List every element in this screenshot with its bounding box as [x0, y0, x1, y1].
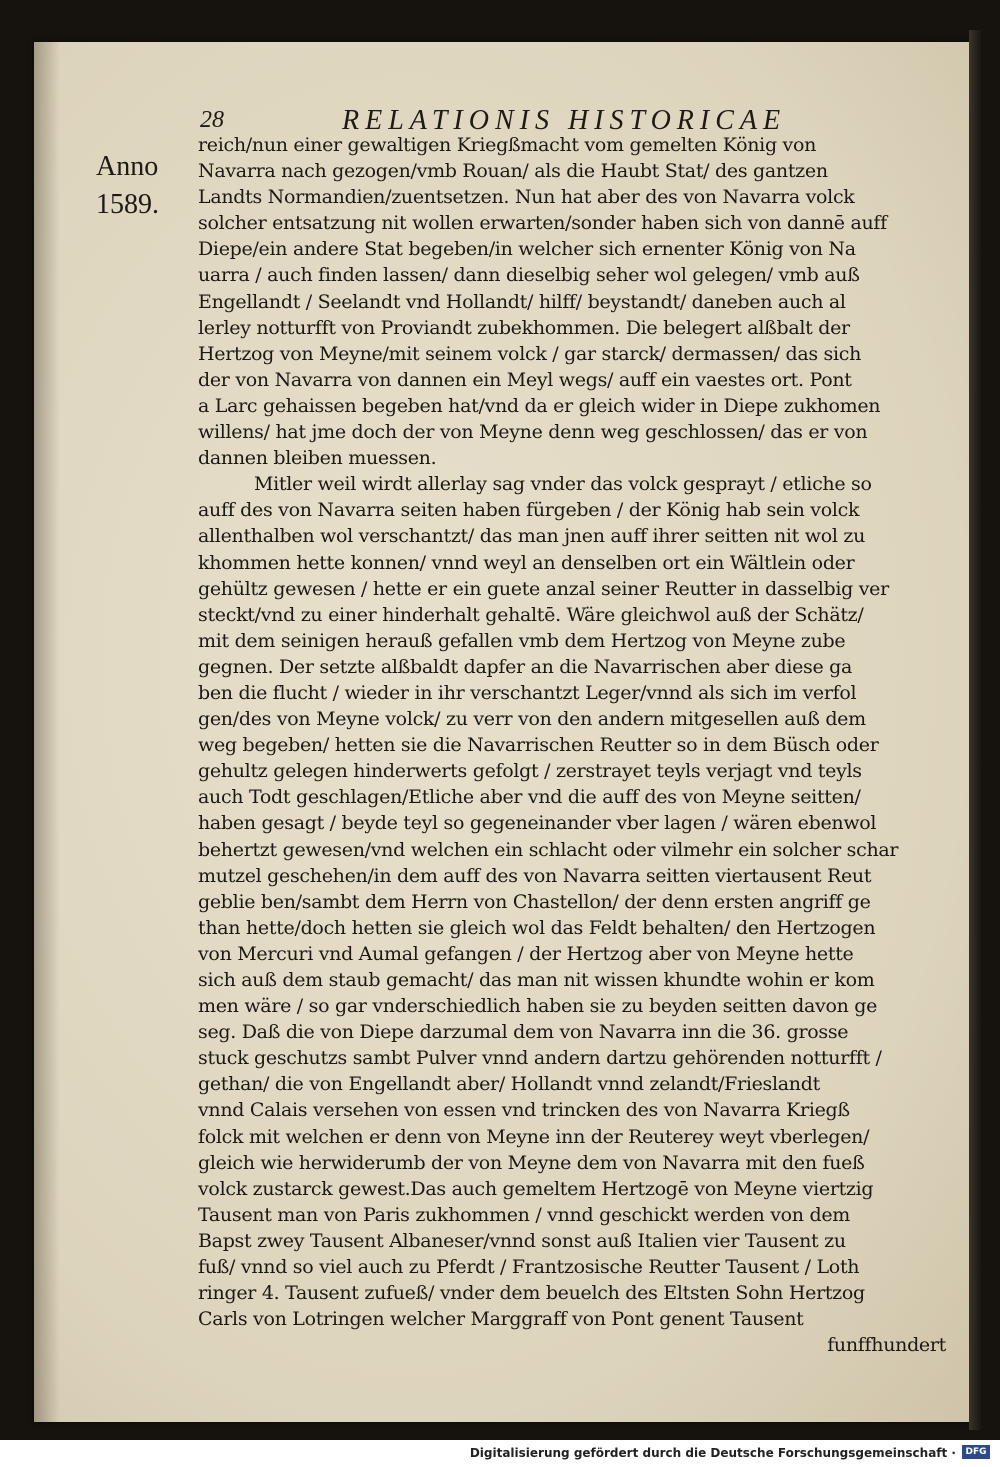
gutter-shadow	[34, 42, 60, 1422]
text-line: gehultz gelegen hinderwerts gefolgt / zerstrayet teyls verjagt vnd teyls	[198, 760, 862, 783]
text-line: behertzt gewesen/vnd welchen ein schlacht oder vilmehr ein solcher schar	[198, 838, 899, 861]
text-line: fuß/ vnnd so viel auch zu Pferdt / Frantzosische Reutter Tausent / Loth	[198, 1256, 860, 1279]
text-line: vnnd Calais versehen von essen vnd trincken des von Navarra Kriegß	[198, 1099, 850, 1122]
text-line: dannen bleiben muessen.	[198, 447, 437, 470]
footer-bar	[0, 1440, 1000, 1467]
text-line: volck zustarck gewest.Das auch gemeltem Hertzogē von Meyne viertzig	[198, 1177, 874, 1200]
text-line: Landts Normandien/zuentsetzen. Nun hat aber des von Navarra volck	[198, 186, 855, 209]
dfg-logo: DFG	[962, 1445, 990, 1459]
text-line: allenthalben wol verschantzt/ das man jnen auff ihrer seitten nit wol zu	[198, 525, 866, 548]
page-edge	[969, 30, 981, 1430]
text-line: weg begeben/ hetten sie die Navarrischen Reutter so in dem Büsch oder	[198, 734, 879, 757]
text-line: gethan/ die von Engellandt aber/ Hollandt vnnd zelandt/Frieslandt	[198, 1073, 820, 1096]
text-line: reich/nun einer gewaltigen Kriegßmacht vom gemelten König von	[198, 134, 817, 156]
text-line: mit dem seinigen herauß gefallen vmb dem Hertzog von Meyne zube	[198, 629, 846, 652]
text-line: steckt/vnd zu einer hinderhalt gehaltē. Wäre gleichwol auß der Schätz/	[198, 603, 864, 626]
margin-note	[96, 148, 196, 224]
page-number: 28	[200, 107, 224, 133]
text-line: von Mercuri vnd Aumal gefangen / der Hertzog aber von Meyne hette	[198, 942, 854, 965]
text-line: Navarra nach gezogen/vmb Rouan/ als die Haubt Stat/ des gantzen	[198, 160, 828, 183]
text-line: gegnen. Der setzte alßbaldt dapfer an die Navarrischen aber diese ga	[198, 655, 853, 678]
text-line: ringer 4. Tausent zufueß/ vnder dem beuelch des Eltsten Sohn Hertzog	[198, 1282, 865, 1305]
text-line: men wäre / so gar vnderschiedlich haben sie zu beyden seitten davon ge	[198, 995, 878, 1018]
text-line: lerley notturfft von Proviandt zubekhommen. Die belegert alßbalt der	[198, 316, 850, 339]
text-line: Hertzog von Meyne/mit seinem volck / gar starck/ dermassen/ das sich	[198, 342, 862, 365]
running-title: RELATIONIS HISTORICAE	[342, 105, 787, 136]
text-line: haben gesagt / beyde teyl so gegeneinander vber lagen / wären ebenwol	[198, 812, 877, 835]
text-line: stuck geschutzs sambt Pulver vnnd andern dartzu gehörenden notturfft /	[198, 1047, 882, 1070]
text-line: der von Navarra von dannen ein Meyl wegs/ auff ein vaestes ort. Pont	[198, 368, 852, 391]
text-line: than hette/doch hetten sie gleich wol das Feldt behalten/ den Hertzogen	[198, 916, 876, 939]
text-line: gen/des von Meyne volck/ zu verr von den andern mitgesellen auß dem	[198, 708, 866, 731]
text-line: willens/ hat jme doch der von Meyne denn weg geschlossen/ das er von	[198, 421, 868, 444]
text-line: folck mit welchen er denn von Meyne inn der Reuterey weyt vberlegen/	[198, 1125, 870, 1148]
text-line: Mitler weil wirdt allerlay sag vnder das volck gesprayt / etliche so	[254, 473, 872, 496]
text-line: funffhundert	[827, 1334, 946, 1357]
text-line: geblie ben/sambt dem Herrn von Chastellon/ der denn ersten angriff ge	[198, 890, 871, 913]
text-line: Tausent man von Paris zukhommen / vnnd geschickt werden von dem	[198, 1203, 850, 1226]
text-line: gehültz gewesen / hette er ein guete anzal seiner Reutter in dasselbig ver	[198, 577, 889, 600]
text-line: Diepe/ein andere Stat begeben/in welcher sich ernenter König von Na	[198, 238, 856, 261]
text-line: gleich wie herwiderumb der von Meyne dem von Navarra mit den fueß	[198, 1151, 865, 1174]
text-line: solcher entsatzung nit wollen erwarten/sonder haben sich von dannē auff	[198, 212, 887, 235]
text-line: sich auß dem staub gemacht/ das man nit wissen khundte wohin er kom	[198, 969, 875, 991]
margin-note-line: 1589.	[96, 189, 159, 220]
text-line: khommen hette konnen/ vnnd weyl an denselben ort ein Wältlein oder	[198, 551, 855, 574]
body-text	[198, 132, 958, 1358]
margin-note-line: Anno	[96, 151, 159, 182]
text-line: Bapst zwey Tausent Albaneser/vnnd sonst auß Italien vier Tausent zu	[198, 1229, 846, 1252]
text-line: Engellandt / Seelandt vnd Hollandt/ hilff/ beystandt/ daneben auch al	[198, 290, 846, 313]
text-line: mutzel geschehen/in dem auff des von Navarra seitten viertausent Reut	[198, 864, 872, 887]
text-line: Carls von Lotringen welcher Marggraff von Pont genent Tausent	[198, 1308, 804, 1331]
text-line: uarra / auch finden lassen/ dann dieselbig seher wol gelegen/ vmb auß	[198, 264, 860, 287]
text-line: ben die flucht / wieder in ihr verschantzt Leger/vnnd als sich im verfol	[198, 681, 857, 704]
funding-notice: Digitalisierung gefördert durch die Deutsche Forschungsgemeinschaft ·	[469, 1446, 956, 1460]
text-line: auch Todt geschlagen/Etliche aber vnd die auff des von Meyne seitten/	[198, 786, 861, 809]
text-line: seg. Daß die von Diepe darzumal dem von Navarra inn die 36. grosse	[198, 1021, 849, 1044]
text-line: auff des von Navarra seiten haben fürgeben / der König hab sein volck	[198, 499, 860, 522]
text-line: a Larc gehaissen begeben hat/vnd da er gleich wider in Diepe zukhomen	[198, 394, 881, 417]
